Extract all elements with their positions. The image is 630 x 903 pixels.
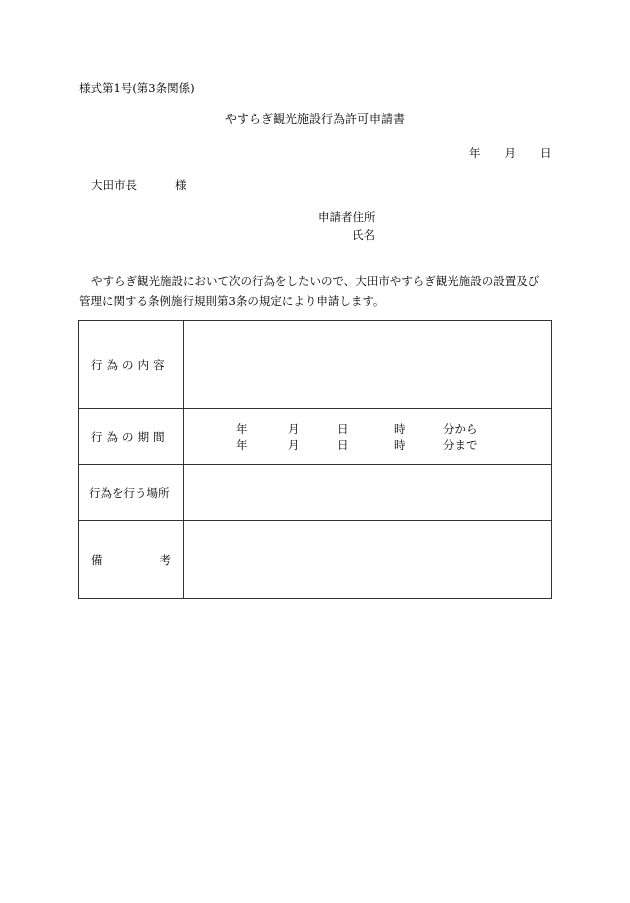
date-day-label: 日 xyxy=(540,146,552,160)
addressee-name: 大田市長 xyxy=(91,178,137,192)
period-end-minute: 分まで xyxy=(443,437,478,452)
period-start-year: 年 xyxy=(236,421,248,436)
period-end-month: 月 xyxy=(288,437,300,452)
period-start-row xyxy=(184,421,551,437)
content-value-cell[interactable] xyxy=(184,321,552,409)
application-statement xyxy=(79,271,554,311)
period-end-year: 年 xyxy=(236,437,248,452)
remarks-label-right: 考 xyxy=(159,552,171,567)
document-title: やすらぎ観光施設行為許可申請書 xyxy=(224,112,405,126)
form-number: 様式第1号(第3条関係) xyxy=(79,81,195,95)
applicant-address-label: 申請者住所 xyxy=(318,210,376,224)
period-start-minute: 分から xyxy=(443,421,478,436)
period-end-day: 日 xyxy=(337,437,349,452)
table-row-remarks xyxy=(79,521,552,599)
addressee-honorific: 様 xyxy=(175,178,187,192)
date-line xyxy=(469,146,552,160)
addressee xyxy=(91,178,187,192)
period-end-hour: 時 xyxy=(394,437,406,452)
period-start-month: 月 xyxy=(288,421,300,436)
place-value-cell[interactable] xyxy=(184,465,552,521)
table-row-place xyxy=(79,465,552,521)
remarks-label-left: 備 xyxy=(91,552,103,567)
date-year-label: 年 xyxy=(469,146,481,160)
date-month-label: 月 xyxy=(504,146,516,160)
table-row-content xyxy=(79,321,552,409)
application-table xyxy=(78,320,552,599)
content-label-cell xyxy=(79,321,184,409)
place-label-cell xyxy=(79,465,184,521)
period-label-cell xyxy=(79,409,184,465)
applicant-name-label: 氏名 xyxy=(352,228,375,242)
content-label: 行為の内容 xyxy=(91,357,169,372)
remarks-value-cell[interactable] xyxy=(184,521,552,599)
table-row-period xyxy=(79,409,552,465)
period-label: 行為の期間 xyxy=(91,429,169,444)
remarks-label-cell xyxy=(79,521,184,599)
statement-line-2: 管理に関する条例施行規則第3条の規定により申請します。 xyxy=(79,294,385,308)
place-label: 行為を行う場所 xyxy=(89,485,170,500)
period-start-day: 日 xyxy=(337,421,349,436)
period-start-hour: 時 xyxy=(394,421,406,436)
period-end-row xyxy=(184,437,551,453)
period-value-cell[interactable] xyxy=(184,409,552,465)
statement-line-1: やすらぎ観光施設において次の行為をしたいので、大田市やすらぎ観光施設の設置及び xyxy=(91,274,540,288)
remarks-label xyxy=(79,552,183,568)
